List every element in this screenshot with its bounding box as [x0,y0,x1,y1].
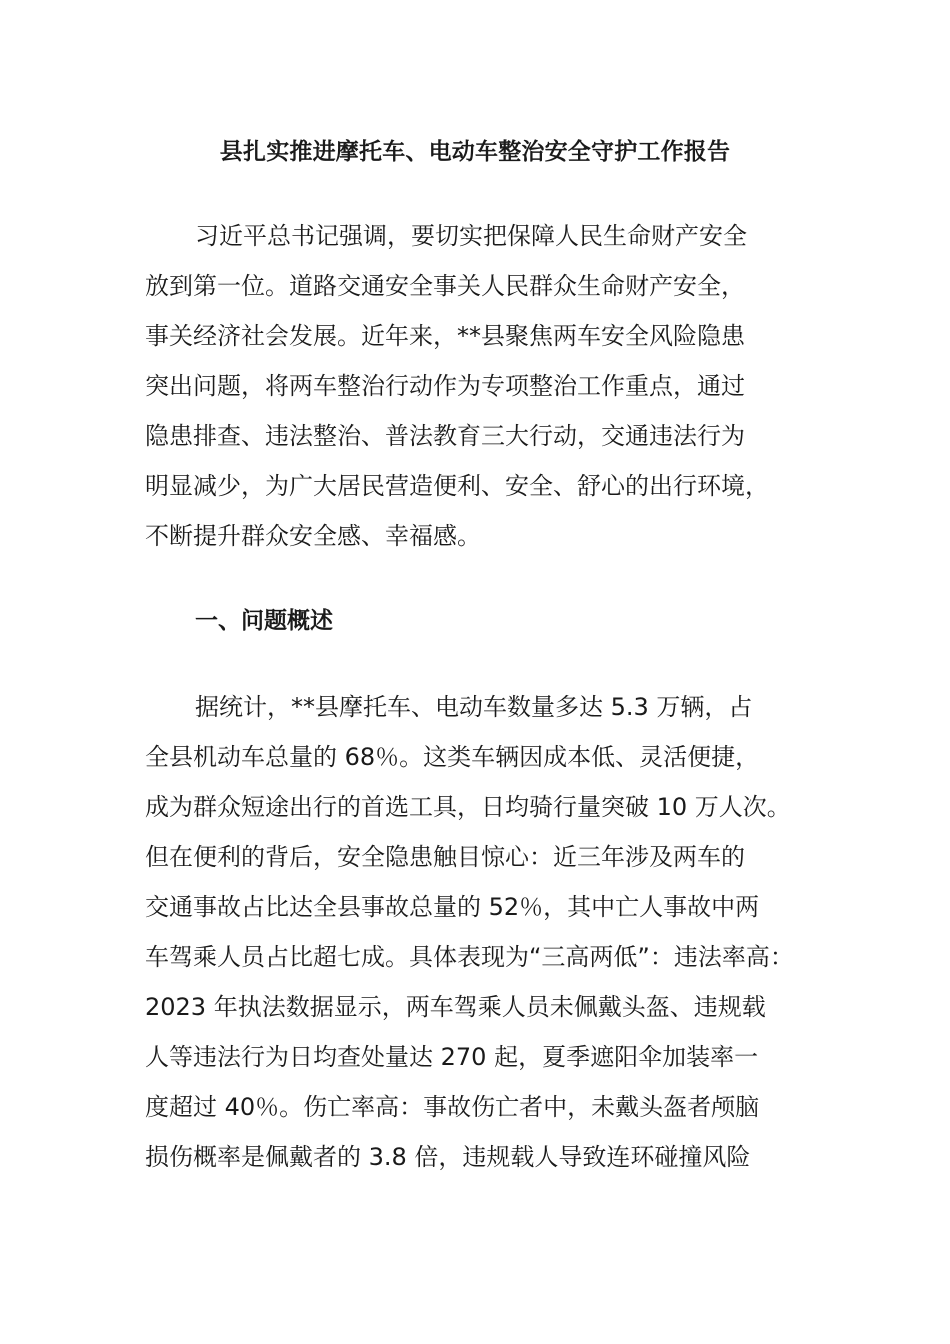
section-line: 成为群众短途出行的首选工具，日均骑行量突破 10 万人次。 [145,793,791,821]
section-line: 但在便利的背后，安全隐患触目惊心：近三年涉及两车的 [145,843,745,871]
intro-line: 放到第一位。道路交通安全事关人民群众生命财产安全， [145,272,745,300]
section-line: 据统计，**县摩托车、电动车数量多达 5.3 万辆，占 [195,693,753,721]
intro-line: 明显减少，为广大居民营造便利、安全、舒心的出行环境， [145,472,769,500]
intro-line: 不断提升群众安全感、幸福感。 [145,522,481,550]
section-line: 损伤概率是佩戴者的 3.8 倍，违规载人导致连环碰撞风险 [145,1143,751,1171]
section-heading: 一、问题概述 [195,608,333,634]
section-line: 全县机动车总量的 68％。这类车辆因成本低、灵活便捷， [145,743,760,771]
intro-line: 突出问题，将两车整治行动作为专项整治工作重点，通过 [145,372,745,400]
section-line: 2023 年执法数据显示，两车驾乘人员未佩戴头盔、违规载 [145,993,766,1021]
intro-line: 隐患排查、违法整治、普法教育三大行动，交通违法行为 [145,422,745,450]
intro-line: 事关经济社会发展。近年来，**县聚焦两车安全风险隐患 [145,322,745,350]
intro-line: 习近平总书记强调，要切实把保障人民生命财产安全 [195,222,747,250]
section-line: 人等违法行为日均查处量达 270 起，夏季遮阳伞加装率一 [145,1043,759,1071]
section-line: 度超过 40％。伤亡率高：事故伤亡者中，未戴头盔者颅脑 [145,1093,760,1121]
section-line: 车驾乘人员占比超七成。具体表现为“三高两低”：违法率高： [145,943,794,971]
document-title: 县扎实推进摩托车、电动车整治安全守护工作报告 [219,139,731,165]
section-line: 交通事故占比达全县事故总量的 52％，其中亡人事故中两 [145,893,760,921]
